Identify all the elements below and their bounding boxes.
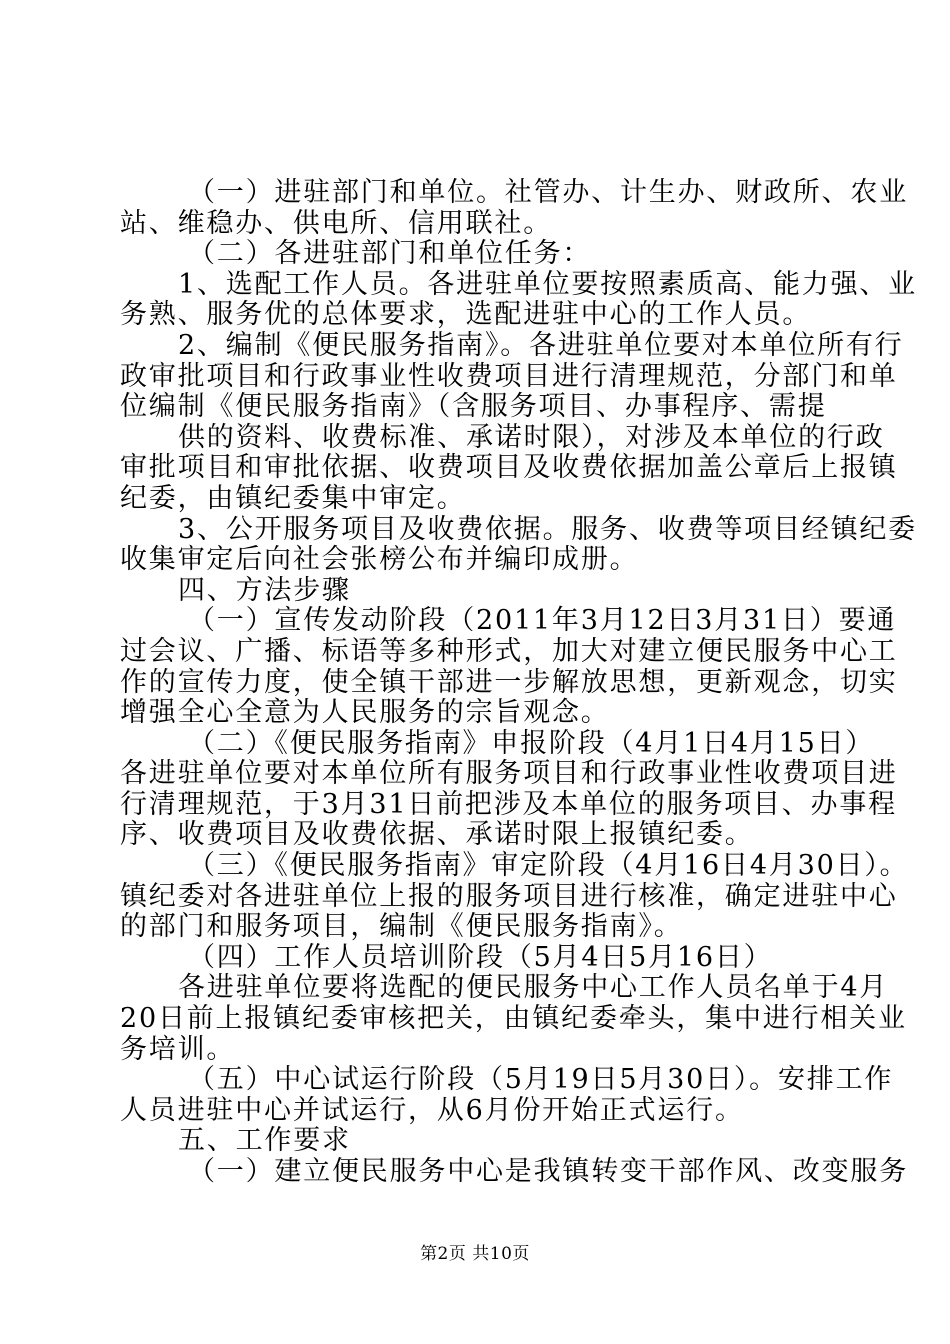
paragraph-line: 纪委，由镇纪委集中审定。	[120, 483, 466, 514]
paragraph-line: 收集审定后向社会张榜公布并编印成册。	[120, 544, 639, 575]
paragraph-line: 行清理规范，于3月31日前把涉及本单位的服务项目、办事程	[120, 789, 897, 820]
paragraph-line: 2、编制《便民服务指南》。各进驻单位要对本单位所有行	[178, 330, 904, 361]
paragraph-line: （四）工作人员培训阶段（5月4日5月16日）	[188, 942, 773, 973]
paragraph-line: （二）各进驻部门和单位任务：	[188, 238, 592, 269]
paragraph-line: 各进驻单位要对本单位所有服务项目和行政事业性收费项目进	[120, 758, 898, 789]
paragraph-line: 人员进驻中心并试运行，从6月份开始正式运行。	[120, 1095, 744, 1126]
paragraph-line: （一）建立便民服务中心是我镇转变干部作风、改变服务	[188, 1156, 908, 1187]
paragraph-line: 审批项目和审批依据、收费项目及收费依据加盖公章后上报镇	[120, 452, 898, 483]
paragraph-line: 过会议、广播、标语等多种形式，加大对建立便民服务中心工	[120, 636, 898, 667]
paragraph-line: （一）宣传发动阶段（2011年3月12日3月31日）要通	[188, 605, 897, 636]
paragraph-line: 各进驻单位要将选配的便民服务中心工作人员名单于4月	[178, 972, 889, 1003]
paragraph-line: 1、选配工作人员。各进驻单位要按照素质高、能力强、业	[178, 269, 917, 300]
paragraph-line: 的部门和服务项目，编制《便民服务指南》。	[120, 911, 683, 942]
paragraph-line: （一）进驻部门和单位。社管办、计生办、财政所、农业	[188, 177, 908, 208]
paragraph-line: 位编制《便民服务指南》（含服务项目、办事程序、需提	[120, 391, 827, 422]
paragraph-line: 序、收费项目及收费依据、承诺时限上报镇纪委。	[120, 819, 754, 850]
page-footer: 第2页 共10页	[420, 1244, 530, 1264]
paragraph-line: （二）《便民服务指南》申报阶段（4月1日4月15日）	[188, 728, 875, 759]
paragraph-line: 政审批项目和行政事业性收费项目进行清理规范，分部门和单	[120, 361, 898, 392]
paragraph-line: （五）中心试运行阶段（5月19日5月30日）。安排工作	[188, 1064, 894, 1095]
section-heading: 四、方法步骤	[178, 575, 351, 606]
section-heading: 五、工作要求	[178, 1125, 351, 1156]
paragraph-line: 增强全心全意为人民服务的宗旨观念。	[120, 697, 610, 728]
paragraph-line: 务熟、服务优的总体要求，选配进驻中心的工作人员。	[120, 299, 812, 330]
paragraph-line: 3、公开服务项目及收费依据。服务、收费等项目经镇纪委	[178, 514, 917, 545]
paragraph-line: 站、维稳办、供电所、信用联社。	[120, 208, 552, 239]
paragraph-line: 务培训。	[120, 1034, 236, 1065]
paragraph-line: 供的资料、收费标准、承诺时限），对涉及本单位的行政	[178, 422, 885, 453]
paragraph-line: 作的宣传力度，使全镇干部进一步解放思想，更新观念，切实	[120, 667, 898, 698]
paragraph-line: 镇纪委对各进驻单位上报的服务项目进行核准，确定进驻中心	[120, 881, 898, 912]
paragraph-line: （三）《便民服务指南》审定阶段（4月16日4月30日）。	[188, 850, 909, 881]
paragraph-line: 20日前上报镇纪委审核把关，由镇纪委牵头，集中进行相关业	[120, 1003, 907, 1034]
